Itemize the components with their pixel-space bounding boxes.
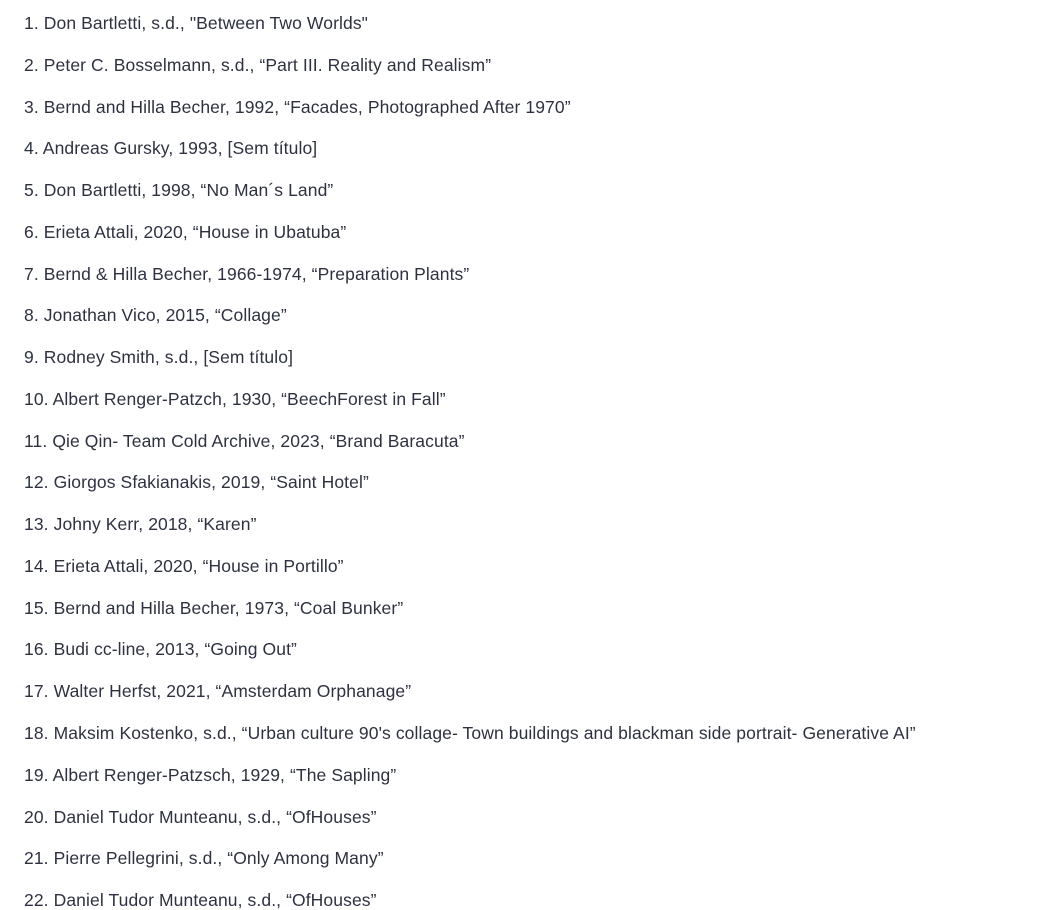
list-item-text: Bernd & Hilla Becher, 1966-1974, “Preparation Plants”	[43, 263, 470, 284]
list-item-text: Qie Qin- Team Cold Archive, 2023, “Brand Baracuta”	[52, 430, 465, 451]
list-item	[24, 891, 1033, 909]
list-item	[24, 599, 1033, 617]
list-item	[24, 56, 1033, 74]
list-item	[24, 640, 1033, 658]
list-item-text: Erieta Attali, 2020, “House in Portillo”	[53, 555, 344, 576]
list-item-text: Bernd and Hilla Becher, 1992, “Facades, Photographed After 1970”	[43, 96, 571, 117]
list-item-text: Albert Renger-Patzch, 1930, “BeechForest in Fall”	[52, 388, 446, 409]
list-item-text: Budi cc-line, 2013, “Going Out”	[53, 639, 297, 660]
list-item	[24, 223, 1033, 241]
list-item-number: 22.	[24, 890, 49, 910]
list-item-number: 16.	[24, 639, 49, 660]
list-item-number: 11.	[24, 430, 48, 451]
list-item	[24, 139, 1033, 157]
list-item-text: Daniel Tudor Munteanu, s.d., “OfHouses”	[53, 806, 377, 827]
list-item	[24, 473, 1033, 491]
list-item-text: Jonathan Vico, 2015, “Collage”	[43, 305, 287, 326]
list-item-text: Walter Herfst, 2021, “Amsterdam Orphanage”	[53, 681, 412, 702]
list-item-text: Daniel Tudor Munteanu, s.d., “OfHouses”	[53, 890, 377, 910]
list-item	[24, 390, 1033, 408]
list-item-text: Albert Renger-Patzsch, 1929, “The Sapling”	[52, 764, 397, 785]
list-item	[24, 515, 1033, 533]
list-item-number: 9.	[24, 347, 39, 368]
list-item-number: 10.	[24, 388, 49, 409]
list-item	[24, 766, 1033, 784]
list-item	[24, 265, 1033, 283]
list-item	[24, 181, 1033, 199]
list-item	[24, 724, 1033, 742]
list-item-number: 5.	[24, 180, 39, 201]
list-item-number: 4.	[24, 138, 39, 159]
list-item	[24, 14, 1033, 32]
list-item	[24, 432, 1033, 450]
list-item-number: 18.	[24, 723, 49, 744]
list-item	[24, 808, 1033, 826]
list-item-text: Don Bartletti, s.d., "Between Two Worlds"	[43, 13, 368, 33]
list-item-text: Giorgos Sfakianakis, 2019, “Saint Hotel”	[53, 472, 369, 493]
list-item-text: Rodney Smith, s.d., [Sem título]	[43, 347, 294, 368]
list-item-number: 1.	[24, 13, 39, 33]
list-item-text: Pierre Pellegrini, s.d., “Only Among Many”	[53, 848, 384, 869]
list-item-text: Peter C. Bosselmann, s.d., “Part III. Reality and Realism”	[43, 54, 492, 75]
list-item-number: 13.	[24, 514, 49, 535]
list-item-text: Maksim Kostenko, s.d., “Urban culture 90's collage- Town buildings and blackman side portrait- Generative AI”	[53, 723, 916, 744]
list-item	[24, 348, 1033, 366]
list-item-text: Johny Kerr, 2018, “Karen”	[53, 514, 257, 535]
list-item-number: 7.	[24, 263, 39, 284]
list-item-number: 12.	[24, 472, 49, 493]
list-item	[24, 98, 1033, 116]
list-item-number: 15.	[24, 597, 49, 618]
list-item	[24, 849, 1033, 867]
list-item-text: Andreas Gursky, 1993, [Sem título]	[42, 138, 318, 159]
list-item-text: Bernd and Hilla Becher, 1973, “Coal Bunker”	[53, 597, 404, 618]
list-item-number: 3.	[24, 96, 39, 117]
list-item-number: 17.	[24, 681, 49, 702]
reference-list	[24, 14, 1033, 909]
list-item-number: 14.	[24, 555, 49, 576]
list-item-number: 6.	[24, 221, 39, 242]
list-item	[24, 557, 1033, 575]
list-item-number: 8.	[24, 305, 39, 326]
list-item-text: Don Bartletti, 1998, “No Man´s Land”	[43, 180, 334, 201]
list-item-number: 21.	[24, 848, 49, 869]
list-item-text: Erieta Attali, 2020, “House in Ubatuba”	[43, 221, 347, 242]
list-item-number: 20.	[24, 806, 49, 827]
list-item	[24, 306, 1033, 324]
list-item	[24, 682, 1033, 700]
list-item-number: 2.	[24, 54, 39, 75]
list-item-number: 19.	[24, 764, 49, 785]
